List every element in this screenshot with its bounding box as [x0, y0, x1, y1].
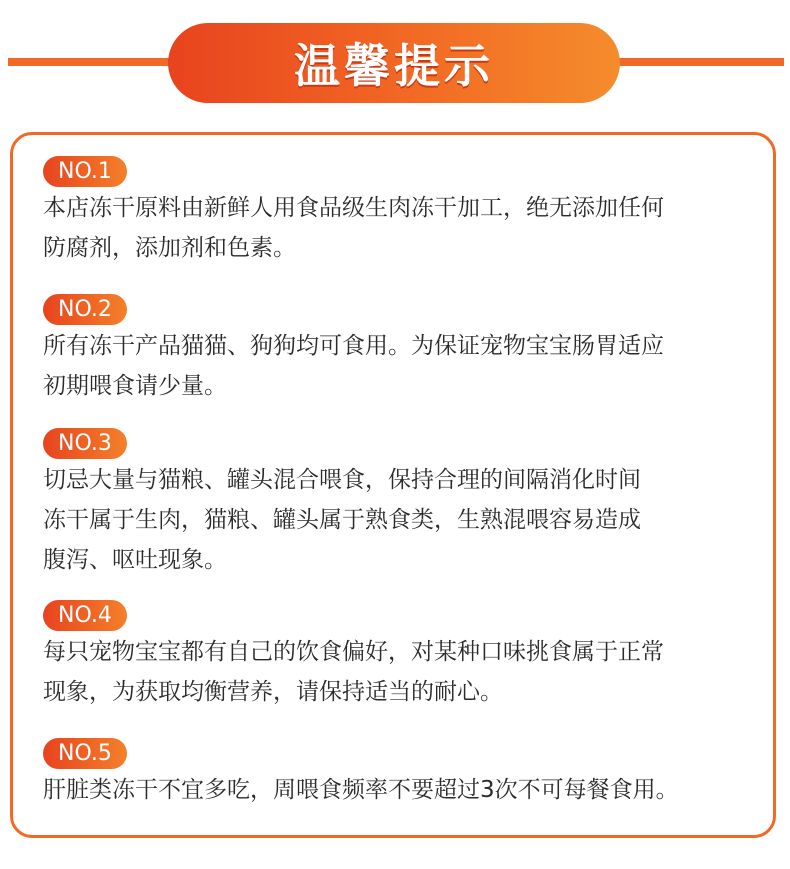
tip-text-line: 切忌大量与猫粮、罐头混合喂食，保持合理的间隔消化时间	[43, 467, 641, 493]
header-rule-left	[8, 58, 178, 66]
title-banner	[168, 23, 620, 103]
tip-text-line: 防腐剂，添加剂和色素。	[43, 235, 296, 261]
tip-item-5	[43, 738, 679, 809]
tip-number-badge: NO.3	[43, 428, 127, 459]
tip-number-badge: NO.1	[43, 156, 127, 187]
tip-item-1	[43, 156, 664, 267]
tip-text-line: 本店冻干原料由新鲜人用食品级生肉冻干加工，绝无添加任何	[43, 195, 664, 221]
tip-item-4	[43, 600, 664, 711]
tip-text-line: 每只宠物宝宝都有自己的饮食偏好，对某种口味挑食属于正常	[43, 639, 664, 665]
tip-number-badge: NO.2	[43, 294, 127, 325]
tip-number-badge: NO.4	[43, 600, 127, 631]
tip-text-line: 肝脏类冻干不宜多吃，周喂食频率不要超过3次不可每餐食用。	[43, 777, 679, 803]
tip-item-3	[43, 428, 641, 579]
tip-text-line: 初期喂食请少量。	[43, 373, 227, 399]
page-title: 温馨提示	[294, 39, 494, 93]
tip-number-badge: NO.5	[43, 738, 127, 769]
tip-text-line: 所有冻干产品猫猫、狗狗均可食用。为保证宠物宝宝肠胃适应	[43, 333, 664, 359]
header-rule-right	[612, 58, 784, 66]
tip-text-line: 腹泻、呕吐现象。	[43, 547, 227, 573]
tip-item-2	[43, 294, 664, 405]
tip-text-line: 现象，为获取均衡营养，请保持适当的耐心。	[43, 679, 503, 705]
tip-text-line: 冻干属于生肉，猫粮、罐头属于熟食类，生熟混喂容易造成	[43, 507, 641, 533]
